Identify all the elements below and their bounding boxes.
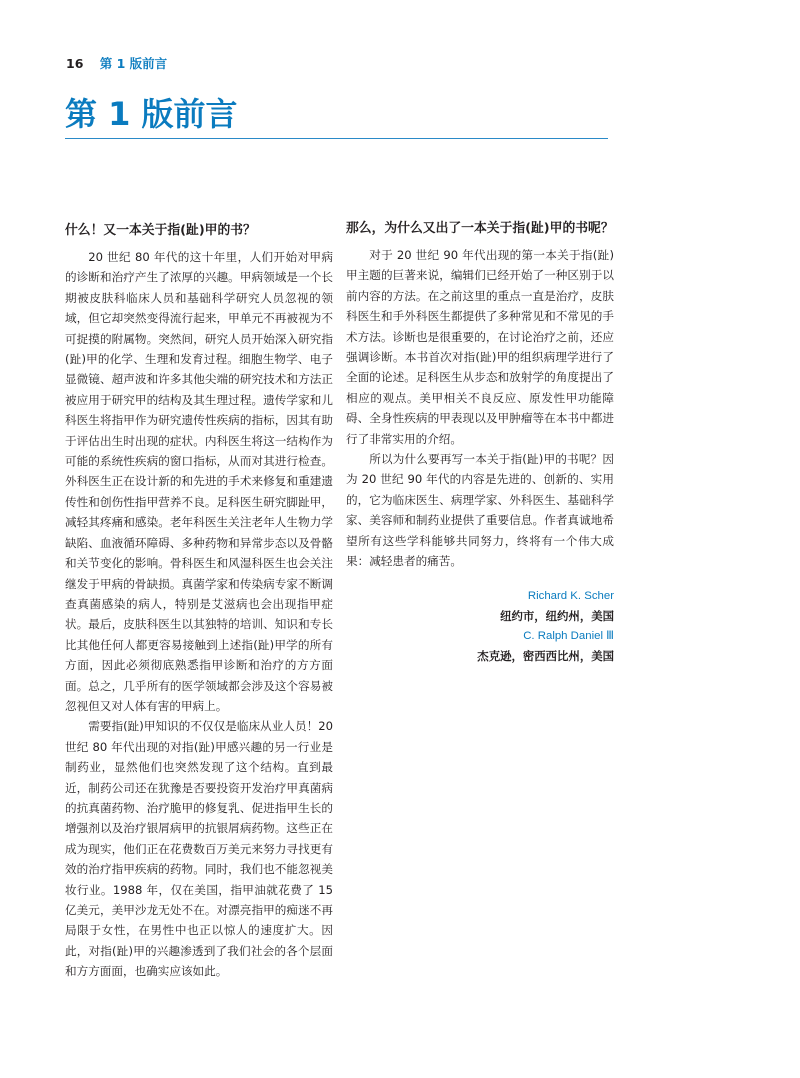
paragraph: 20 世纪 80 年代的这十年里，人们开始对甲病的诊断和治疗产生了浓厚的兴趣。甲病领域是一个长期被皮肤科临床人员和基础科学研究人员忽视的领域，但它却突然变得流行起来，甲单元不再被视为不可捉摸的附属物。突然间，研究人员开始深入研究指(趾)甲的化学、生理和发育过程。细胞生物学、电子显微镜、超声波和许多其他尖端的研究技术和方法正被应用于研究甲的结构及其生理过程。遗传学家和儿科医生将指甲作为研究遗传性疾病的指标，因其有助于评估出生时出现的症状。内科医生将这一结构作为可能的系统性疾病的窗口指标，从而对其进行检查。外科医生正在设计新的和先进的手术来修复和重建遗传性和创伤性指甲营养不良。足科医生研究脚趾甲，减轻其疼痛和感染。老年科医生关注老年人生物力学缺陷、血液循环障碍、多种药物和异常步态以及骨骼和关节变化的影响。骨科医生和风湿科医生也会关注继发于甲病的骨缺损。真菌学家和传染病专家不断调查真菌感染的病人，特别是艾滋病也会出现指甲症状。最后，皮肤科医生以其独特的培训、知识和专长比其他任何人都更容易接触到上述指(趾)甲学的所有方面，因此必须彻底熟悉指甲诊断和治疗的方方面面。总之，几乎所有的医学领域都会涉及这个容易被忽视但又对人体有害的甲病上。	[65, 250, 333, 713]
section-heading-second: 那么，为什么又出了一本关于指(趾)甲的书呢？	[346, 221, 614, 236]
section-heading-first: 什么！又一本关于指(趾)甲的书？	[65, 223, 256, 238]
running-head	[66, 55, 167, 73]
right-column	[346, 210, 614, 666]
running-head-section: 第 1 版前言	[99, 56, 168, 71]
paragraph: 需要指(趾)甲知识的不仅仅是临床从业人员！20 世纪 80 年代出现的对指(趾)甲感兴趣的另一行业是制药业，显然他们也突然发现了这个结构。直到最近，制药公司还在犹豫是否要投资开发治疗甲真菌病的抗真菌药物、治疗脆甲的修复乳、促进指甲生长的增强剂以及治疗银屑病甲的抗银屑病药物。这些正在成为现实，他们正在花费数百万美元来努力寻找更有效的治疗指甲疾病的药物。同时，我们也不能忽视美妆行业。1988 年，仅在美国，指甲油就花费了 15 亿美元，美甲沙龙无处不在。对漂亮指甲的痴迷不再局限于女性，在男性中也正以惊人的速度扩大。因此，对指(趾)甲的兴趣渗透到了我们社会的各个层面和方方面面，也确实应该如此。	[65, 719, 333, 979]
author-name: Richard K. Scher	[527, 589, 614, 602]
paragraph: 所以为什么要再写一本关于指(趾)甲的书呢？因为 20 世纪 90 年代的内容是先进的、创新的、实用的，它为临床医生、病理学家、外科医生、基础科学家、美容师和制药业提供了重要信息。作者真诚地希望所有这些学科能够共同努力，终将有一个伟大成果：减轻患者的痛苦。	[346, 452, 614, 569]
left-column	[65, 210, 333, 982]
signature-block	[346, 586, 614, 666]
title-divider	[65, 138, 608, 139]
page-title: 第 1 版前言	[65, 95, 238, 133]
paragraph: 对于 20 世纪 90 年代出现的第一本关于指(趾)甲主题的巨著来说，编辑们已经开始了一种区别于以前内容的方法。在之前这里的重点一直是治疗，皮肤科医生和手外科医生都提供了多种常见和不常见的手术方法。诊断也是很重要的，在讨论治疗之前，还应强调诊断。本书首次对指(趾)甲的组织病理学进行了全面的论述。足科医生从步态和放射学的角度提出了相应的观点。美甲相关不良反应、原发性甲功能障碍、全身性疾病的甲表现以及甲肿瘤等在本书中都进行了非常实用的介绍。	[346, 248, 614, 446]
author-name: C. Ralph Daniel Ⅲ	[523, 629, 614, 642]
author-location: 纽约市，纽约州，美国	[500, 608, 614, 623]
author-location: 杰克逊，密西西比州，美国	[477, 648, 614, 663]
page-number: 16	[66, 56, 84, 71]
